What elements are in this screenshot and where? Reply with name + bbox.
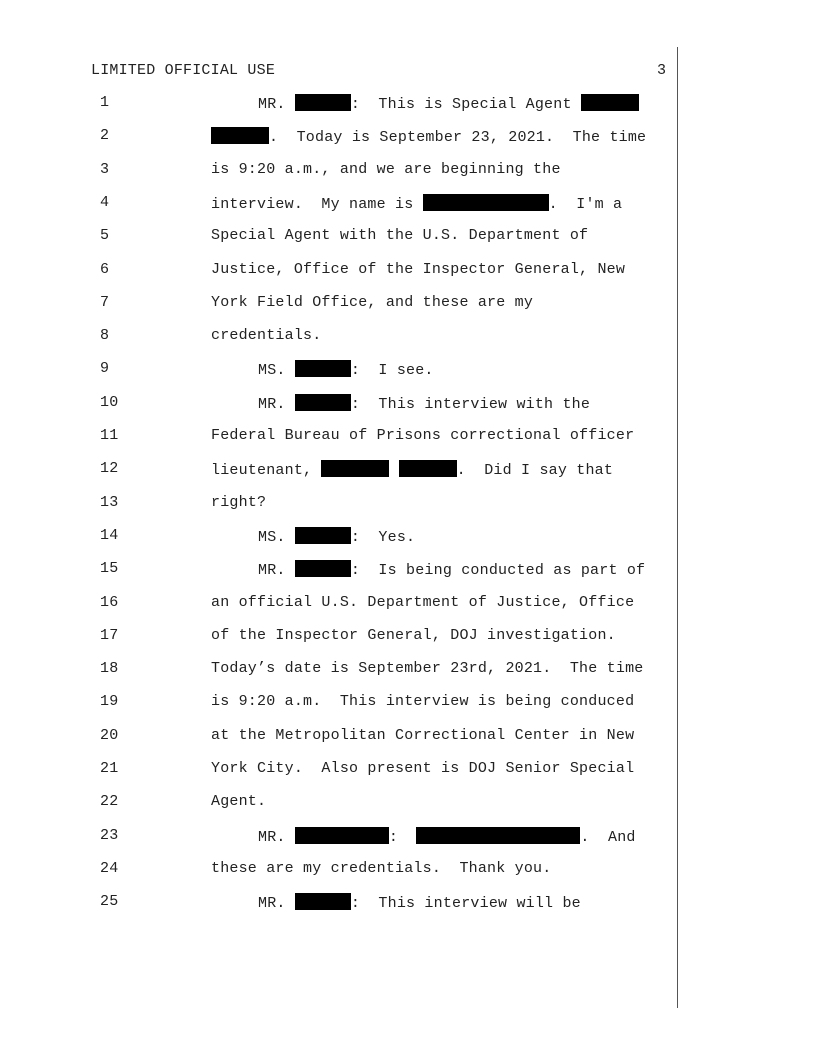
text-segment: . Did I say that xyxy=(456,462,614,480)
redaction-box xyxy=(295,827,389,844)
line-text xyxy=(211,693,634,710)
transcript-line xyxy=(0,127,680,147)
text-segment: of the Inspector General, DOJ investigation. xyxy=(211,626,616,644)
text-segment: credentials. xyxy=(211,327,322,345)
line-text xyxy=(211,261,625,278)
line-number: 1 xyxy=(100,94,110,111)
text-segment xyxy=(389,462,398,479)
text-segment: : Is being conducted as part of xyxy=(350,562,646,580)
text-segment: : This is Special Agent xyxy=(350,96,581,113)
line-text xyxy=(211,494,266,511)
line-text xyxy=(211,427,634,444)
transcript-line xyxy=(0,693,680,713)
line-text xyxy=(211,161,561,178)
line-text xyxy=(258,360,434,379)
transcript-line xyxy=(0,394,680,414)
text-segment: MR. xyxy=(258,395,295,413)
line-number: 8 xyxy=(100,327,110,345)
line-number: 18 xyxy=(100,660,119,678)
text-segment: these are my credentials. Thank you. xyxy=(211,859,552,877)
transcript-line xyxy=(0,660,680,680)
transcript-line xyxy=(0,627,680,647)
text-segment: MR. xyxy=(258,96,295,113)
text-segment: right? xyxy=(211,493,267,511)
text-segment: . I'm a xyxy=(548,195,623,213)
line-text xyxy=(211,793,266,810)
text-segment: Agent. xyxy=(211,793,267,811)
text-segment: Today’s date is September 23rd, 2021. The time xyxy=(211,660,644,678)
line-number: 23 xyxy=(100,826,119,844)
text-segment: . Today is September 23, 2021. The time xyxy=(269,129,647,147)
line-number: 11 xyxy=(100,427,119,444)
line-text xyxy=(211,627,616,644)
text-segment: Federal Bureau of Prisons correctional officer xyxy=(211,427,635,444)
text-segment: : This interview with the xyxy=(350,395,591,413)
line-number: 22 xyxy=(100,793,119,811)
text-segment: Special Agent with the U.S. Department of xyxy=(211,227,589,245)
line-number: 9 xyxy=(100,360,110,378)
header-classification: LIMITED OFFICIAL USE xyxy=(91,62,276,79)
line-text xyxy=(211,594,634,611)
page-number: 3 xyxy=(657,62,667,79)
redaction-box xyxy=(295,893,351,910)
line-number: 10 xyxy=(100,393,119,411)
line-number: 17 xyxy=(100,626,119,644)
text-segment: at the Metropolitan Correctional Center in New xyxy=(211,726,635,744)
redaction-box xyxy=(295,360,351,377)
text-segment: York City. Also present is DOJ Senior Special xyxy=(211,760,635,777)
line-number: 12 xyxy=(100,460,119,478)
redaction-box xyxy=(581,94,639,111)
text-segment: . And xyxy=(580,828,636,846)
transcript-line xyxy=(0,527,680,547)
line-text xyxy=(258,893,581,912)
transcript-line xyxy=(0,261,680,281)
line-text xyxy=(211,194,622,213)
text-segment: York Field Office, and these are my xyxy=(211,293,534,311)
text-segment: : Yes. xyxy=(350,528,416,546)
line-number: 2 xyxy=(100,127,110,145)
redaction-box xyxy=(321,460,389,477)
line-number: 5 xyxy=(100,227,110,245)
transcript-line xyxy=(0,760,680,780)
line-text xyxy=(211,294,533,311)
transcript-line xyxy=(0,227,680,247)
redaction-box xyxy=(399,460,457,477)
line-text xyxy=(258,560,645,579)
transcript-line xyxy=(0,560,680,580)
line-text xyxy=(211,727,634,744)
line-text xyxy=(211,327,321,344)
transcript-line xyxy=(0,727,680,747)
line-text xyxy=(211,460,613,479)
text-segment: MS. xyxy=(258,362,295,380)
transcript-line xyxy=(0,460,680,480)
transcript-line xyxy=(0,860,680,880)
line-number: 14 xyxy=(100,526,119,544)
transcript-line xyxy=(0,893,680,913)
line-number: 3 xyxy=(100,160,110,178)
line-text xyxy=(211,760,634,777)
line-text xyxy=(211,860,551,877)
text-segment: lieutenant, xyxy=(211,462,322,480)
transcript-line xyxy=(0,494,680,514)
redaction-box xyxy=(295,560,351,577)
line-number: 24 xyxy=(100,859,119,877)
text-segment: interview. My name is xyxy=(211,195,423,213)
line-text xyxy=(258,527,415,546)
transcript-line xyxy=(0,360,680,380)
line-number: 16 xyxy=(100,593,119,611)
text-segment: MR. xyxy=(258,828,295,846)
transcript-line xyxy=(0,94,680,114)
line-text xyxy=(211,227,588,244)
redaction-box xyxy=(416,827,580,844)
text-segment: is 9:20 a.m., and we are beginning the xyxy=(211,160,561,178)
redaction-box xyxy=(295,527,351,544)
transcript-line xyxy=(0,827,680,847)
line-number: 7 xyxy=(100,293,110,311)
text-segment: an official U.S. Department of Justice, Office xyxy=(211,593,635,611)
line-number: 20 xyxy=(100,726,119,744)
line-number: 4 xyxy=(100,193,110,211)
line-text xyxy=(258,827,636,846)
line-number: 6 xyxy=(100,260,110,278)
text-segment: MR. xyxy=(258,562,295,580)
redaction-box xyxy=(295,94,351,111)
line-number: 19 xyxy=(100,693,119,711)
redaction-box xyxy=(211,127,269,144)
line-text xyxy=(258,394,590,413)
transcript-line xyxy=(0,161,680,181)
redaction-box xyxy=(423,194,549,211)
line-text xyxy=(211,127,646,146)
transcript-line xyxy=(0,594,680,614)
redaction-box xyxy=(295,394,351,411)
line-number: 15 xyxy=(100,560,119,578)
text-segment: MS. xyxy=(258,528,295,546)
transcript-line xyxy=(0,327,680,347)
text-segment: is 9:20 a.m. This interview is being conduced xyxy=(211,693,635,711)
line-number: 25 xyxy=(100,893,119,911)
text-segment: MR. xyxy=(258,895,295,913)
line-number: 13 xyxy=(100,493,119,511)
line-text xyxy=(211,660,643,677)
transcript-line xyxy=(0,294,680,314)
transcript-line xyxy=(0,427,680,447)
transcript-line xyxy=(0,194,680,214)
text-segment: : This interview will be xyxy=(350,895,581,913)
line-text xyxy=(258,94,639,113)
text-segment: Justice, Office of the Inspector General, New xyxy=(211,260,626,278)
text-segment: : I see. xyxy=(350,362,434,380)
transcript-line xyxy=(0,793,680,813)
text-segment: : xyxy=(388,828,417,846)
line-number: 21 xyxy=(100,760,119,777)
